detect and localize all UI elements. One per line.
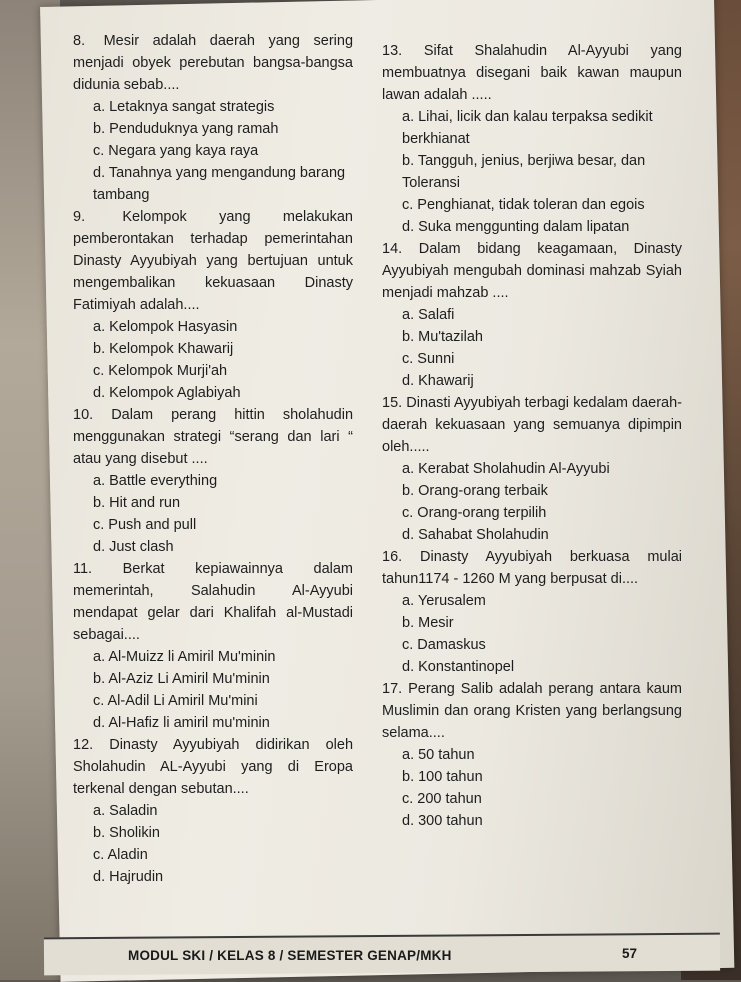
- question-number: 12.: [73, 737, 94, 753]
- question-text: Berkat kepiawainnya dalam memerintah, Salahudin Al-Ayyubi mendapat gelar dari Khalifah al-Mustadi sebagai....: [73, 561, 353, 643]
- question-number: 17.: [382, 681, 403, 697]
- option-a: a. Letaknya sangat strategis: [93, 99, 275, 115]
- option-d: d. Kelompok Aglabiyah: [93, 385, 241, 401]
- option-a: a. Al-Muizz li Amiril Mu'minin: [93, 649, 276, 665]
- question-text: Dinasti Ayyubiyah terbagi kedalam daerah-daerah kekuasaan yang semuanya dipimpin oleh.....: [382, 395, 682, 455]
- question-number: 11.: [73, 561, 93, 577]
- question-number: 13.: [382, 43, 403, 59]
- option-a: a. Salafi: [402, 307, 455, 323]
- option-b: b. 100 tahun: [402, 769, 483, 785]
- question-14: [382, 238, 682, 392]
- question-15: [382, 392, 682, 546]
- option-b: b. Orang-orang terbaik: [402, 483, 548, 499]
- page-number: 57: [622, 946, 638, 961]
- option-d: d. Al-Hafiz li amiril mu'minin: [93, 715, 270, 731]
- option-b: b. Mesir: [402, 615, 454, 631]
- left-question-column: [73, 30, 353, 888]
- question-text: Dalam perang hittin sholahudin menggunakan strategi “serang dan lari “ atau yang disebut ....: [73, 407, 354, 467]
- option-c: c. Push and pull: [93, 517, 197, 533]
- option-b: b. Tangguh, jenius, berjiwa besar, dan Toleransi: [402, 153, 646, 191]
- right-question-column: [382, 40, 682, 832]
- option-d: d. Suka menggunting dalam lipatan: [402, 219, 630, 235]
- option-c: c. Negara yang kaya raya: [93, 143, 259, 159]
- question-11: [73, 558, 353, 734]
- option-c: c. Sunni: [402, 351, 455, 367]
- question-8: [73, 30, 353, 206]
- question-text: Kelompok yang melakukan pemberontakan terhadap pemerintahan Dinasty Ayyubiyah yang bertujuan untuk mengembalikan kekuasaan Dinasty Fatimiyah adalah....: [73, 209, 354, 313]
- option-d: d. Khawarij: [402, 373, 474, 389]
- option-c: c. Damaskus: [402, 637, 486, 653]
- question-text: Dinasty Ayyubiyah didirikan oleh Sholahudin AL-Ayyubi yang di Eropa terkenal dengan sebutan....: [73, 737, 354, 797]
- option-d: d. 300 tahun: [402, 813, 483, 829]
- option-d: d. Hajrudin: [93, 869, 164, 885]
- question-text: Sifat Shalahudin Al-Ayyubi yang membuatnya disegani baik kawan maupun lawan adalah .....: [382, 43, 682, 103]
- question-text: Dalam bidang keagamaan, Dinasty Ayyubiyah mengubah dominasi mahzab Syiah menjadi mahzab ....: [382, 241, 683, 301]
- question-number: 14.: [382, 241, 403, 257]
- question-number: 9.: [73, 209, 86, 225]
- question-text: Mesir adalah daerah yang sering menjadi obyek perebutan bangsa-bangsa didunia sebab....: [73, 33, 354, 93]
- question-number: 10.: [73, 407, 94, 423]
- option-c: c. Aladin: [93, 847, 148, 863]
- question-text: Perang Salib adalah perang antara kaum Muslimin dan orang Kristen yang berlangsung selama....: [382, 681, 683, 741]
- option-b: b. Mu'tazilah: [402, 329, 483, 345]
- option-a: a. 50 tahun: [402, 747, 475, 763]
- question-number: 15.: [382, 395, 403, 411]
- question-12: [73, 734, 353, 888]
- question-17: [382, 678, 682, 832]
- question-number: 8.: [73, 33, 86, 49]
- option-a: a. Kelompok Hasyasin: [93, 319, 238, 335]
- option-a: a. Yerusalem: [402, 593, 486, 609]
- option-d: d. Konstantinopel: [402, 659, 515, 675]
- option-b: b. Sholikin: [93, 825, 160, 841]
- question-text: Dinasty Ayyubiyah berkuasa mulai tahun1174 - 1260 M yang berpusat di....: [382, 549, 683, 587]
- option-a: a. Lihai, licik dan kalau terpaksa sedikit berkhianat: [402, 109, 653, 147]
- option-a: a. Saladin: [93, 803, 158, 819]
- option-c: c. Orang-orang terpilih: [402, 505, 547, 521]
- option-b: b. Al-Aziz Li Amiril Mu'minin: [93, 671, 270, 687]
- option-b: b. Hit and run: [93, 495, 181, 511]
- option-b: b. Kelompok Khawarij: [93, 341, 234, 357]
- option-d: d. Sahabat Sholahudin: [402, 527, 549, 543]
- option-b: b. Penduduknya yang ramah: [93, 121, 279, 137]
- question-10: [73, 404, 353, 558]
- question-16: [382, 546, 682, 678]
- footer-title: MODUL SKI / KELAS 8 / SEMESTER GENAP/MKH: [128, 948, 452, 963]
- option-d: d. Just clash: [93, 539, 174, 555]
- option-a: a. Battle everything: [93, 473, 218, 489]
- option-d: d. Tanahnya yang mengandung barang tambang: [93, 165, 346, 203]
- option-c: c. Al-Adil Li Amiril Mu'mini: [93, 693, 258, 709]
- option-c: c. 200 tahun: [402, 791, 482, 807]
- option-c: c. Penghianat, tidak toleran dan egois: [402, 197, 645, 213]
- option-c: c. Kelompok Murji'ah: [93, 363, 228, 379]
- question-9: [73, 206, 353, 404]
- question-number: 16.: [382, 549, 403, 565]
- option-a: a. Kerabat Sholahudin Al-Ayyubi: [402, 461, 610, 477]
- question-13: [382, 40, 682, 238]
